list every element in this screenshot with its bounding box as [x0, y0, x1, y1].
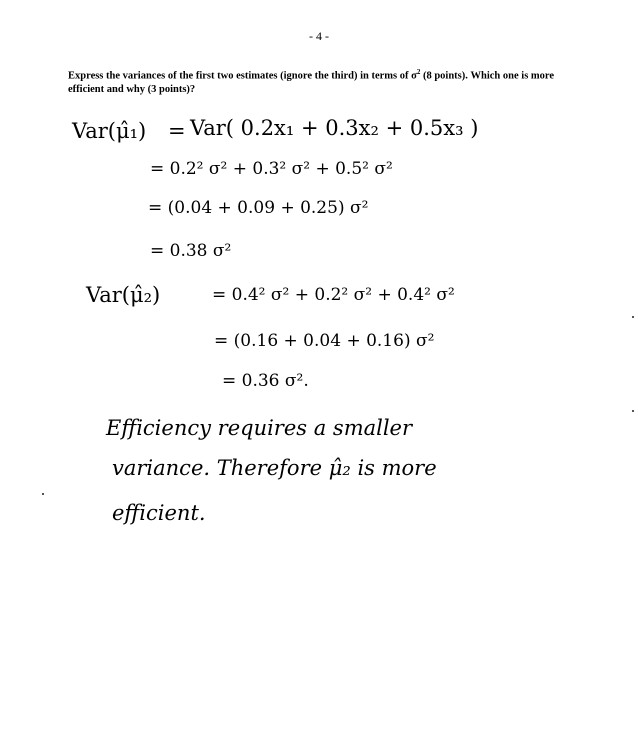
conclusion-line2: variance. Therefore μ̂₂ is more: [112, 456, 437, 480]
answer-line2: = 0.2² σ² + 0.3² σ² + 0.5² σ²: [150, 159, 393, 179]
scan-speck: [632, 410, 634, 412]
scan-speck: [42, 493, 44, 495]
conclusion-line1: Efficiency requires a smaller: [106, 416, 413, 440]
answer-line1-rhs: Var( 0.2x₁ + 0.3x₂ + 0.5x₃ ): [190, 116, 479, 140]
answer-line6: = (0.16 + 0.04 + 0.16) σ²: [214, 331, 435, 351]
answer-line5-lhs: Var(μ̂₂): [86, 283, 161, 307]
answer-line7: = 0.36 σ².: [222, 371, 309, 391]
page-number: - 4 -: [309, 29, 329, 43]
sigma-exponent: 2: [416, 68, 421, 76]
answer-line1-lhs: Var(μ̂₁): [72, 119, 147, 143]
answer-line4: = 0.38 σ²: [150, 241, 232, 261]
answer-line5-rhs: = 0.4² σ² + 0.2² σ² + 0.4² σ²: [212, 285, 455, 305]
answer-line1-eq: =: [168, 119, 186, 143]
question-text-part1: Express the variances of the first two estimates (ignore the third) in terms of σ: [68, 70, 417, 82]
answer-line3: = (0.04 + 0.09 + 0.25) σ²: [148, 198, 369, 218]
question-text-part2: (8 points). Which one is more efficient and why (3 points)?: [68, 70, 555, 95]
conclusion-line3: efficient.: [112, 501, 206, 525]
scan-speck: [632, 316, 634, 318]
